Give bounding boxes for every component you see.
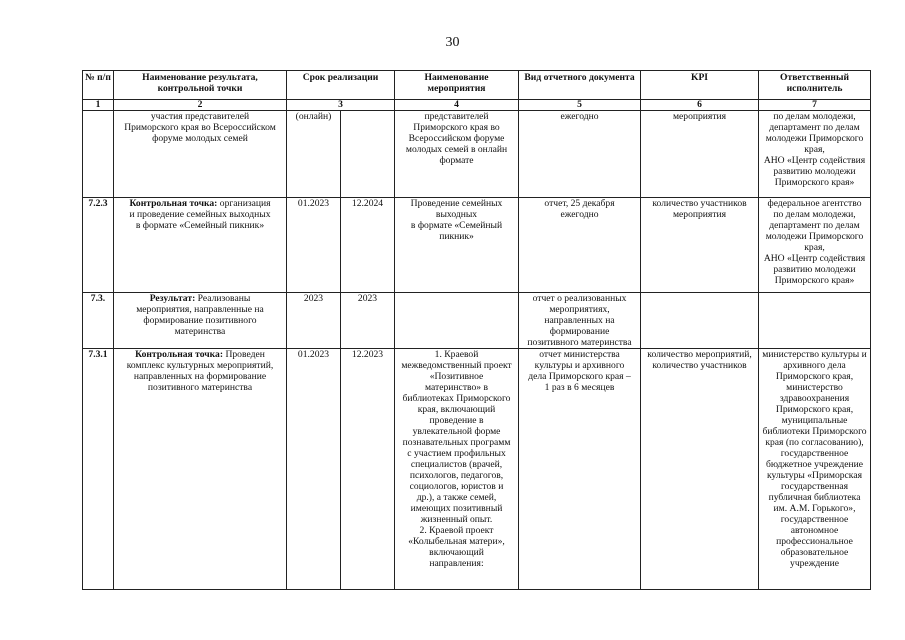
report-type: ежегодно xyxy=(519,111,641,198)
plan-table xyxy=(82,70,871,590)
end-date xyxy=(341,111,395,198)
result-name xyxy=(114,111,287,198)
report-type: отчет о реализованных мероприятиях, направленных на формирование позитивного материнства xyxy=(519,293,641,349)
end-date: 12.2024 xyxy=(341,198,395,293)
column-number: 4 xyxy=(395,100,519,111)
row-number: 7.2.3 xyxy=(83,198,114,293)
event-name: представителей Приморского края во Всероссийском форуме молодых семей в онлайн формате xyxy=(395,111,519,198)
column-number: 1 xyxy=(83,100,114,111)
start-date: 01.2023 xyxy=(287,198,341,293)
table-row xyxy=(83,111,871,198)
start-date: (онлайн) xyxy=(287,111,341,198)
result-text: Проведен комплекс культурных мероприятий, направленных на формирование позитивного материнства xyxy=(126,349,274,393)
column-number: 7 xyxy=(759,100,871,111)
header-report-type: Вид отчетного документа xyxy=(519,71,641,100)
start-date: 01.2023 xyxy=(287,349,341,590)
header-result-name: Наименование результата, контрольной точки xyxy=(114,71,287,100)
end-date: 12.2023 xyxy=(341,349,395,590)
result-label: Контрольная точка: xyxy=(129,198,218,209)
responsible xyxy=(759,293,871,349)
column-number: 5 xyxy=(519,100,641,111)
result-name xyxy=(114,198,287,293)
header-row xyxy=(83,71,871,100)
column-number: 2 xyxy=(114,100,287,111)
result-text: участия представителей Приморского края во Всероссийском форуме молодых семей xyxy=(124,111,276,144)
kpi: мероприятия xyxy=(641,111,759,198)
page-number: 30 xyxy=(445,35,460,50)
result-name xyxy=(114,349,287,590)
event-name: Проведение семейных выходных в формате «Семейный пикник» xyxy=(395,198,519,293)
kpi: количество мероприятий, количество участников xyxy=(641,349,759,590)
table-row xyxy=(83,198,871,293)
table-row xyxy=(83,349,871,590)
start-date: 2023 xyxy=(287,293,341,349)
result-name xyxy=(114,293,287,349)
responsible: по делам молодежи, департамент по делам молодежи Приморского края, АНО «Центр содействия развитию молодежи Приморского края» xyxy=(759,111,871,198)
header-num: № п/п xyxy=(83,71,114,100)
result-label: Результат: xyxy=(149,293,196,304)
header-responsible: Ответственный исполнитель xyxy=(759,71,871,100)
end-date: 2023 xyxy=(341,293,395,349)
kpi xyxy=(641,293,759,349)
column-number-row xyxy=(83,100,871,111)
row-number: 7.3.1 xyxy=(83,349,114,590)
table-row xyxy=(83,293,871,349)
row-number: 7.3. xyxy=(83,293,114,349)
result-label: Контрольная точка: xyxy=(135,349,224,360)
result-text: организация и проведение семейных выходных в формате «Семейный пикник» xyxy=(129,198,271,231)
header-deadline: Срок реализации xyxy=(287,71,395,100)
report-type: отчет министерства культуры и архивного дела Приморского края – 1 раз в 6 месяцев xyxy=(519,349,641,590)
event-name: 1. Краевой межведомственный проект «Позитивное материнство» в библиотеках Приморского края, включающий проведение в увлекательной форме познавательных программ с участием профильных специалистов (врачей, психологов, педагогов, социологов, юристов и др.), а также семей, имеющих позитивный жизненный опыт. 2. Краевой проект «Колыбельная матери», включающий направления: xyxy=(395,349,519,590)
header-event-name: Наименование мероприятия xyxy=(395,71,519,100)
responsible: федеральное агентство по делам молодежи, департамент по делам молодежи Приморского края, АНО «Центр содействия развитию молодежи Приморского края» xyxy=(759,198,871,293)
event-name xyxy=(395,293,519,349)
report-type: отчет, 25 декабря ежегодно xyxy=(519,198,641,293)
row-number xyxy=(83,111,114,198)
kpi: количество участников мероприятия xyxy=(641,198,759,293)
header-kpi: KPI xyxy=(641,71,759,100)
column-number: 3 xyxy=(287,100,395,111)
result-text: Реализованы мероприятия, направленные на формирование позитивного материнства xyxy=(136,293,264,337)
responsible: министерство культуры и архивного дела Приморского края, министерство здравоохранения Приморского края, муниципальные библиотеки Приморского края (по согласованию), государственное бюджетное учреждение культуры «Приморская государственная публичная библиотека им. А.М. Горького», государственное автономное профессиональное образовательное учреждение xyxy=(759,349,871,590)
column-number: 6 xyxy=(641,100,759,111)
